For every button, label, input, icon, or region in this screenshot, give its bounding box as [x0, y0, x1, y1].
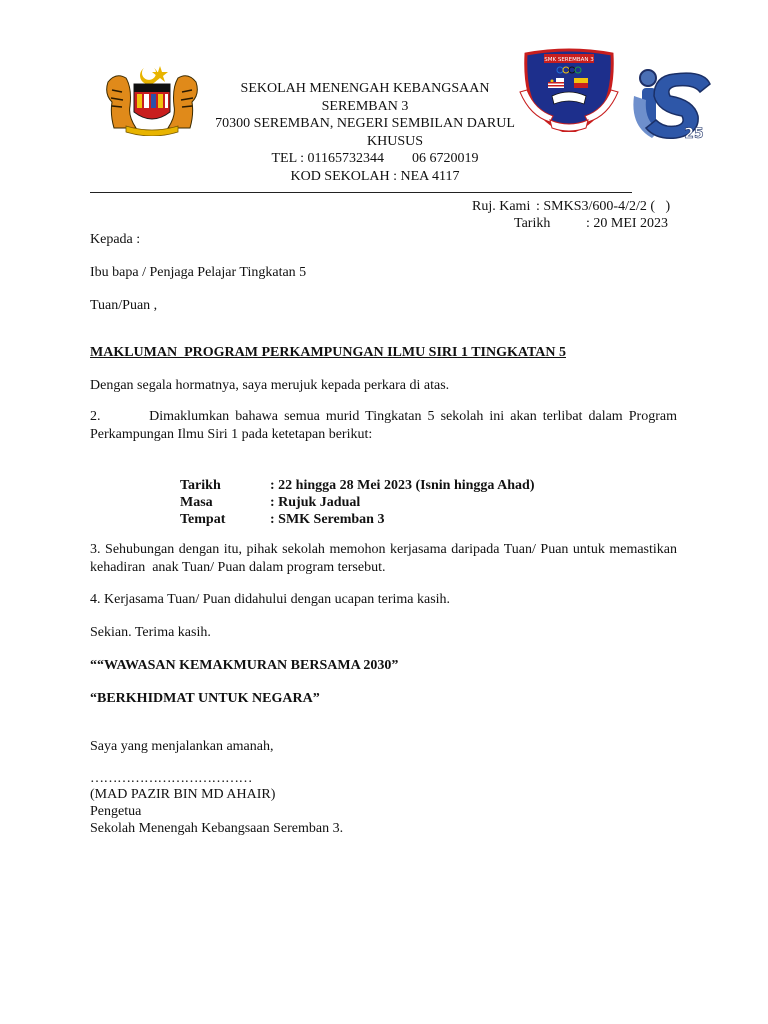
school-header — [200, 80, 530, 185]
header-divider — [90, 192, 632, 193]
signatory-school: Sekolah Menengah Kebangsaan Seremban 3. — [90, 821, 344, 836]
detail-value: : 22 hingga 28 Mei 2023 (Isnin hingga Ahad) — [270, 478, 535, 493]
detail-label: Masa — [180, 495, 213, 510]
paragraph-4: 4. Kerjasama Tuan/ Puan didahului dengan ucapan terima kasih. — [90, 592, 451, 607]
school-address-line1: 70300 SEREMBAN, NEGERI SEMBILAN DARUL — [215, 116, 515, 131]
detail-label: Tempat — [180, 512, 226, 527]
paragraph-2-line-2: Perkampungan Ilmu Siri 1 pada ketetapan berikut: — [90, 426, 373, 442]
recipient-line: Ibu bapa / Penjaga Pelajar Tingkatan 5 — [90, 265, 307, 280]
subject-heading: MAKLUMAN PROGRAM PERKAMPUNGAN ILMU SIRI 1 TINGKATAN 5 — [90, 345, 566, 360]
logo-number-25: 25 — [684, 126, 704, 142]
motto-1: ““WAWASAN KEMAKMURAN BERSAMA 2030” — [90, 658, 399, 673]
school-badge-icon — [518, 48, 620, 132]
badge-title: SMK SEREMBAN 3 — [544, 57, 594, 63]
detail-label: Tarikh — [180, 478, 221, 493]
date-value: : 20 MEI 2023 — [586, 216, 669, 231]
ruj-value: : SMKS3/600-4/2/2 ( ) — [536, 199, 671, 214]
school-phone: TEL : 01165732344 06 6720019 — [271, 151, 479, 166]
detail-value: : Rujuk Jadual — [270, 495, 361, 510]
paragraph-1: Dengan segala hormatnya, saya merujuk kepada perkara di atas. — [90, 378, 450, 393]
ruj-label: Ruj. Kami — [472, 199, 531, 214]
signature-dots: ……………………………… — [90, 771, 252, 786]
paragraph-3-line-1: 3. Sehubungan dengan itu, pihak sekolah memohon kerjasama daripada Tuan/ Puan untuk memastikan — [90, 542, 677, 557]
paragraph-3-line-2: kehadiran anak Tuan/ Puan dalam program tersebut. — [90, 559, 386, 575]
signatory-title: Pengetua — [90, 804, 142, 819]
school-name-line1: SEKOLAH MENENGAH KEBANGSAAN — [240, 81, 490, 96]
paragraph-2-line-1: 2. Dimaklumkan bahawa semua murid Tingkatan 5 sekolah ini akan terlibat dalam Program — [90, 409, 677, 424]
school-name-line2: SEREMBAN 3 — [321, 98, 409, 114]
school-address-line2: KHUSUS — [366, 133, 423, 149]
paragraph-3 — [90, 541, 677, 576]
kepada-label: Kepada : — [90, 232, 141, 247]
closing-line: Sekian. Terima kasih. — [90, 625, 211, 640]
school-code: KOD SEKOLAH : NEA 4117 — [290, 168, 460, 184]
anniversary-25-logo-icon — [628, 66, 714, 144]
motto-2: “BERKHIDMAT UNTUK NEGARA” — [90, 691, 320, 706]
paragraph-2 — [90, 408, 677, 443]
salutation: Tuan/Puan , — [90, 298, 158, 313]
signatory-name: (MAD PAZIR BIN MD AHAIR) — [90, 787, 276, 802]
jata-negara-crest-icon — [104, 64, 200, 136]
detail-value: : SMK Seremban 3 — [270, 512, 385, 527]
signature-intro: Saya yang menjalankan amanah, — [90, 739, 274, 754]
date-label: Tarikh — [514, 216, 551, 231]
